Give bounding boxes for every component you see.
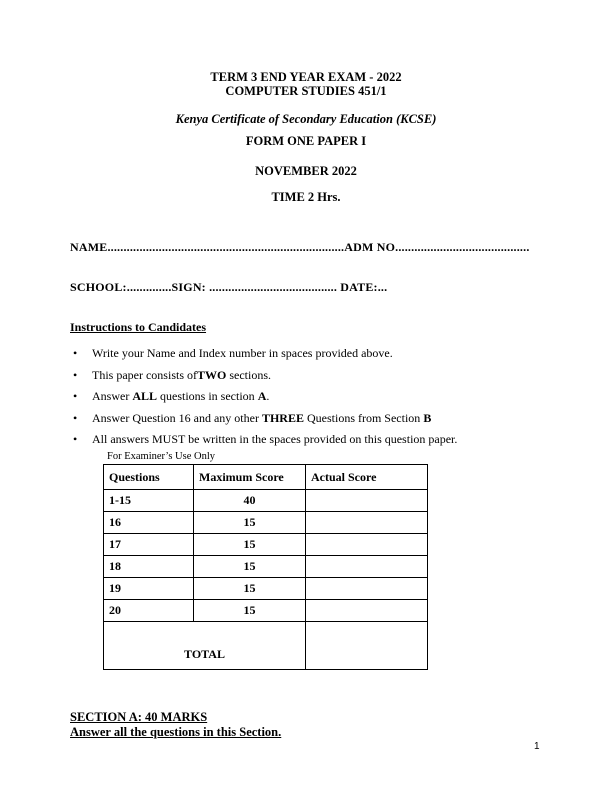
bullet-marker: •: [73, 410, 78, 425]
certificate-line: Kenya Certificate of Secondary Education (KCSE): [175, 112, 437, 126]
col-header-actual-score: Actual Score: [306, 465, 428, 490]
section-a-title: SECTION A: 40 MARKS: [70, 710, 208, 724]
section-a-subtitle: Answer all the questions in this Section.: [70, 725, 282, 739]
table-row: [104, 600, 428, 622]
question-range-cell: 20: [104, 600, 194, 622]
bullet-marker: •: [73, 346, 78, 360]
max-score-cell: 15: [194, 578, 306, 600]
exam-time: TIME 2 Hrs.: [271, 190, 341, 204]
instruction-text: Answer Question 16 and any other THREE Questions from Section B: [92, 410, 432, 425]
actual-score-cell: [306, 490, 428, 512]
col-header-questions: Questions: [104, 465, 194, 490]
instruction-item-2: [70, 369, 552, 383]
section-a-heading-block: [70, 710, 281, 740]
exam-date: NOVEMBER 2022: [255, 164, 357, 178]
table-header-row: [104, 465, 428, 490]
exam-title-line2: COMPUTER STUDIES 451/1: [225, 84, 387, 98]
max-score-cell: 40: [194, 490, 306, 512]
table-total-row: [104, 622, 428, 670]
question-range-cell: 16: [104, 512, 194, 534]
total-label-cell: TOTAL: [104, 622, 306, 670]
question-range-cell: 17: [104, 534, 194, 556]
table-row: [104, 512, 428, 534]
bullet-marker: •: [73, 367, 78, 382]
total-actual-score-cell: [306, 622, 428, 670]
paper-title: FORM ONE PAPER I: [245, 134, 367, 148]
instruction-item-1: [70, 347, 552, 361]
max-score-cell: 15: [194, 556, 306, 578]
instructions-heading: Instructions to Candidates: [70, 320, 207, 334]
max-score-cell: 15: [194, 512, 306, 534]
bullet-marker: •: [73, 389, 78, 403]
max-score-cell: 15: [194, 600, 306, 622]
exam-title-line1: TERM 3 END YEAR EXAM - 2022: [210, 70, 402, 84]
examiner-table-caption: For Examiner’s Use Only: [107, 451, 215, 462]
instruction-text: Write your Name and Index number in spaces provided above.: [92, 346, 393, 360]
col-header-maximum-score: Maximum Score: [194, 465, 306, 490]
instruction-text: This paper consists ofTWO sections.: [92, 367, 271, 382]
table-row: [104, 556, 428, 578]
actual-score-cell: [306, 578, 428, 600]
examiner-use-section: [103, 450, 428, 670]
actual-score-cell: [306, 512, 428, 534]
instruction-item-4: [70, 412, 552, 426]
table-row: [104, 534, 428, 556]
max-score-cell: 15: [194, 534, 306, 556]
exam-header: [0, 70, 612, 204]
page-number: 1: [534, 741, 540, 752]
instruction-item-3: [70, 390, 552, 404]
school-sign-date-fill-line: SCHOOL:..............SIGN: ........................................ DATE:...: [70, 280, 388, 294]
table-row: [104, 490, 428, 512]
name-adm-fill-line: NAME..........................................................................ADM NO..........................................: [70, 240, 530, 254]
instruction-text: Answer ALL questions in section A.: [92, 389, 270, 403]
question-range-cell: 19: [104, 578, 194, 600]
table-row: [104, 578, 428, 600]
actual-score-cell: [306, 556, 428, 578]
instructions-list: [70, 347, 552, 447]
instruction-item-5: [70, 433, 552, 447]
instructions-section: [70, 320, 552, 455]
actual-score-cell: [306, 534, 428, 556]
examiner-score-table: [103, 464, 428, 670]
actual-score-cell: [306, 600, 428, 622]
question-range-cell: 1-15: [104, 490, 194, 512]
bullet-marker: •: [73, 432, 78, 446]
question-range-cell: 18: [104, 556, 194, 578]
instruction-text: All answers MUST be written in the spaces provided on this question paper.: [92, 432, 458, 446]
